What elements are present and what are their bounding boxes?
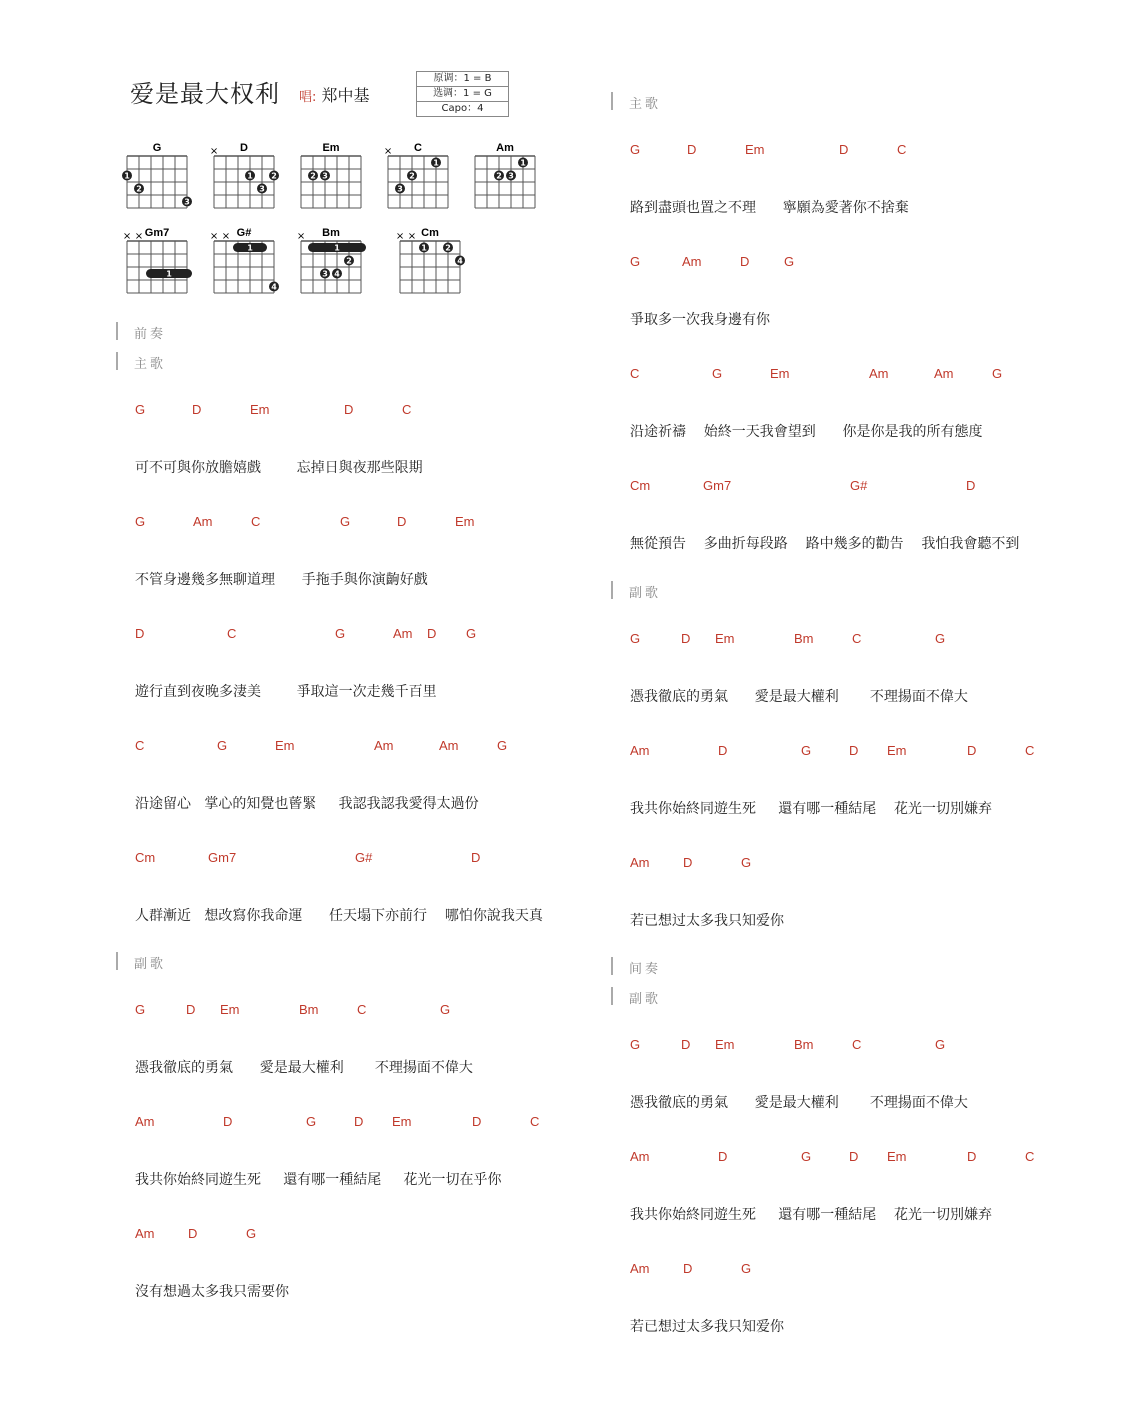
svg-text:2: 2 [445,243,451,253]
chord-label: G [712,366,723,381]
svg-text:3: 3 [322,171,328,181]
section-chorus-right: 副歌 [611,582,661,601]
svg-text:1: 1 [247,243,253,253]
chord-label: G [784,254,795,269]
chord-label: D [681,631,691,646]
chord-label: G [440,1002,451,1017]
svg-text:1: 1 [247,171,253,181]
chord-label: Am [439,738,459,753]
chord-label: C [227,626,237,641]
chord-label: Am [630,855,650,870]
chord-label: D [849,743,859,758]
chord-label: G [741,855,752,870]
chord-label: C [402,402,412,417]
lyric-line: 若已想过太多我只知爱你 [630,913,784,929]
chord-label: D [967,1149,977,1164]
chord-label: Gm7 [703,478,732,493]
lyric-line: 我共你始終同遊生死 還有哪一種結尾 花光一切別嫌弃 [630,801,993,817]
chord-label: Em [455,514,475,529]
chord-label: D [135,626,145,641]
lyric-line: 無從預告 多曲折每段路 路中幾多的勸告 我怕我會聽不到 [630,536,1020,552]
chord-name: G# [236,227,252,239]
section-chorus2: 副歌 [611,988,661,1007]
svg-text:1: 1 [334,243,340,253]
svg-text:2: 2 [310,171,316,181]
lyric-line: 路到盡頭也置之不理 寧願為愛著你不捨棄 [630,200,909,216]
chord-name: Bm [322,227,340,239]
lyric-line: 憑我徹底的勇氣 愛是最大權利 不理揚面不偉大 [630,1095,968,1111]
svg-text:2: 2 [136,184,142,194]
chord-label: G [466,626,477,641]
lyric-line: 沒有想過太多我只需要你 [135,1284,289,1300]
chord-diagram-cm [395,227,478,302]
svg-text:3: 3 [508,171,514,181]
svg-text:2: 2 [346,256,352,266]
chord-label: D [967,743,977,758]
chord-label: Bm [794,1037,814,1052]
chord-name: C [414,142,422,154]
chord-diagram-d [209,142,292,217]
chord-label: G [630,254,641,269]
svg-text:2: 2 [409,171,415,181]
chord-label: G [246,1226,257,1241]
chord-label: D [188,1226,198,1241]
chord-name: D [240,142,248,154]
chord-label: D [681,1037,691,1052]
mute-mark: × [383,146,393,157]
chord-label: G# [850,478,868,493]
chord-label: Am [682,254,702,269]
chord-label: G [630,1037,641,1052]
section-intro: 前奏 [116,323,166,342]
chord-label: Em [887,743,907,758]
lyric-line: 我共你始終同遊生死 還有哪一種結尾 花光一切在乎你 [135,1172,502,1188]
chord-name: Cm [421,227,439,239]
svg-text:1: 1 [520,158,526,168]
selected-key: 选调：1 = G [417,87,508,102]
lyric-line: 遊行直到夜晚多淒美 爭取這一次走幾千百里 [135,684,437,700]
chord-label: G [935,1037,946,1052]
chord-label: Em [745,142,765,157]
chord-label: Am [374,738,394,753]
chord-name: Em [322,142,340,154]
chord-label: Am [869,366,889,381]
svg-text:4: 4 [271,282,277,292]
chord-label: D [427,626,437,641]
chord-label: Em [275,738,295,753]
chord-label: D [839,142,849,157]
mute-mark: × [407,231,417,242]
chord-label: Em [770,366,790,381]
chord-label: Am [193,514,213,529]
chord-label: D [687,142,697,157]
mute-mark: × [395,231,405,242]
chord-label: D [186,1002,196,1017]
capo-info: Capo：4 [441,103,484,114]
chord-label: C [135,738,145,753]
chord-label: Am [630,1261,650,1276]
chord-label: D [718,743,728,758]
chord-label: Am [135,1226,155,1241]
lyric-line: 沿途留心 掌心的知覺也蒈緊 我認我認我愛得太過份 [135,796,479,812]
chord-label: G [630,142,641,157]
section-chorus: 副歌 [116,953,166,972]
chord-label: G [630,631,641,646]
svg-text:1: 1 [166,269,172,279]
singer-label: 唱: [299,90,317,105]
svg-text:4: 4 [334,269,340,279]
chord-label: D [192,402,202,417]
chord-diagram-am [473,142,553,217]
mute-mark: × [122,231,132,242]
chord-label: G [135,402,146,417]
singer-name: 郑中基 [321,86,370,105]
chord-label: Cm [135,850,156,865]
svg-text:3: 3 [184,197,190,207]
chord-label: Bm [794,631,814,646]
chord-label: G [741,1261,752,1276]
chord-label: G [935,631,946,646]
chord-label: C [1025,1149,1035,1164]
chord-label: C [852,1037,862,1052]
original-key: 原调：1 = B [417,72,508,87]
chord-label: Cm [630,478,651,493]
chord-label: Bm [299,1002,319,1017]
chord-label: D [397,514,407,529]
chord-label: G# [355,850,373,865]
chord-label: Am [630,743,650,758]
chord-label: D [740,254,750,269]
chord-label: Gm7 [208,850,237,865]
chord-label: Am [934,366,954,381]
chord-label: G [801,1149,812,1164]
chord-label: Em [715,1037,735,1052]
section-interlude: 间奏 [611,958,661,977]
chord-diagram-bm [296,227,379,302]
chord-label: C [897,142,907,157]
chord-label: Am [135,1114,155,1129]
chord-label: G [217,738,228,753]
svg-text:1: 1 [421,243,427,253]
chord-label: G [306,1114,317,1129]
lyric-line: 人群漸近 想改寫你我命運 任天塌下亦前行 哪怕你說我天真 [135,908,543,924]
chord-label: Am [630,1149,650,1164]
chord-label: G [135,514,146,529]
lyric-line: 可不可與你放膽嬉戲 忘掉日與夜那些限期 [135,460,423,476]
chord-diagram-gm7 [122,227,205,302]
lyric-line: 爭取多一次我身邊有你 [630,312,770,328]
mute-mark: × [134,231,144,242]
lyric-line: 沿途祈禱 始終一天我會望到 你是你是我的所有態度 [630,424,983,440]
mute-mark: × [296,231,306,242]
lyric-line: 憑我徹底的勇氣 愛是最大權利 不理揚面不偉大 [135,1060,473,1076]
chord-label: D [966,478,976,493]
chord-diagram-em [299,142,379,217]
chord-label: G [335,626,346,641]
mute-mark: × [209,146,219,157]
svg-text:1: 1 [124,171,130,181]
lyric-line: 不管身邊幾多無聊道理 手拖手與你演齣好戲 [135,572,428,588]
chord-label: G [340,514,351,529]
section-verse-right: 主歌 [611,93,661,112]
chord-label: D [683,855,693,870]
chord-label: D [354,1114,364,1129]
svg-text:2: 2 [271,171,277,181]
chord-label: Em [220,1002,240,1017]
chord-label: G [992,366,1003,381]
chord-diagram-g [125,142,205,217]
mute-mark: × [221,231,231,242]
lyric-line: 我共你始終同遊生死 還有哪一種結尾 花光一切別嫌弃 [630,1207,993,1223]
svg-text:3: 3 [259,184,265,194]
chord-label: Em [250,402,270,417]
svg-text:4: 4 [457,256,463,266]
chord-label: C [251,514,261,529]
chord-label: C [530,1114,540,1129]
lyric-line: 若已想过太多我只知爱你 [630,1319,784,1335]
chord-name: Am [496,142,514,154]
key-info-box [416,71,509,117]
chord-label: C [630,366,640,381]
chord-label: C [357,1002,367,1017]
chord-label: D [718,1149,728,1164]
section-verse: 主歌 [116,353,166,372]
song-title: 爱是最大权利 [130,80,280,108]
chord-label: D [223,1114,233,1129]
singer [299,83,370,106]
chord-label: Em [715,631,735,646]
lyric-line: 憑我徹底的勇氣 愛是最大權利 不理揚面不偉大 [630,689,968,705]
chord-label: G [801,743,812,758]
svg-text:3: 3 [397,184,403,194]
chord-label: Em [392,1114,412,1129]
chord-label: G [497,738,508,753]
chord-diagram-gsharp [209,227,292,302]
mute-mark: × [209,231,219,242]
svg-text:2: 2 [496,171,502,181]
chord-diagram-c [383,142,466,217]
svg-text:3: 3 [322,269,328,279]
chord-label: D [471,850,481,865]
chord-label: D [344,402,354,417]
svg-text:1: 1 [433,158,439,168]
chord-name: Gm7 [144,227,170,239]
chord-label: C [852,631,862,646]
chord-label: C [1025,743,1035,758]
chord-label: Am [393,626,413,641]
chord-name: G [152,142,162,154]
chord-label: Em [887,1149,907,1164]
chord-label: D [472,1114,482,1129]
chord-label: D [849,1149,859,1164]
chord-label: D [683,1261,693,1276]
chord-label: G [135,1002,146,1017]
